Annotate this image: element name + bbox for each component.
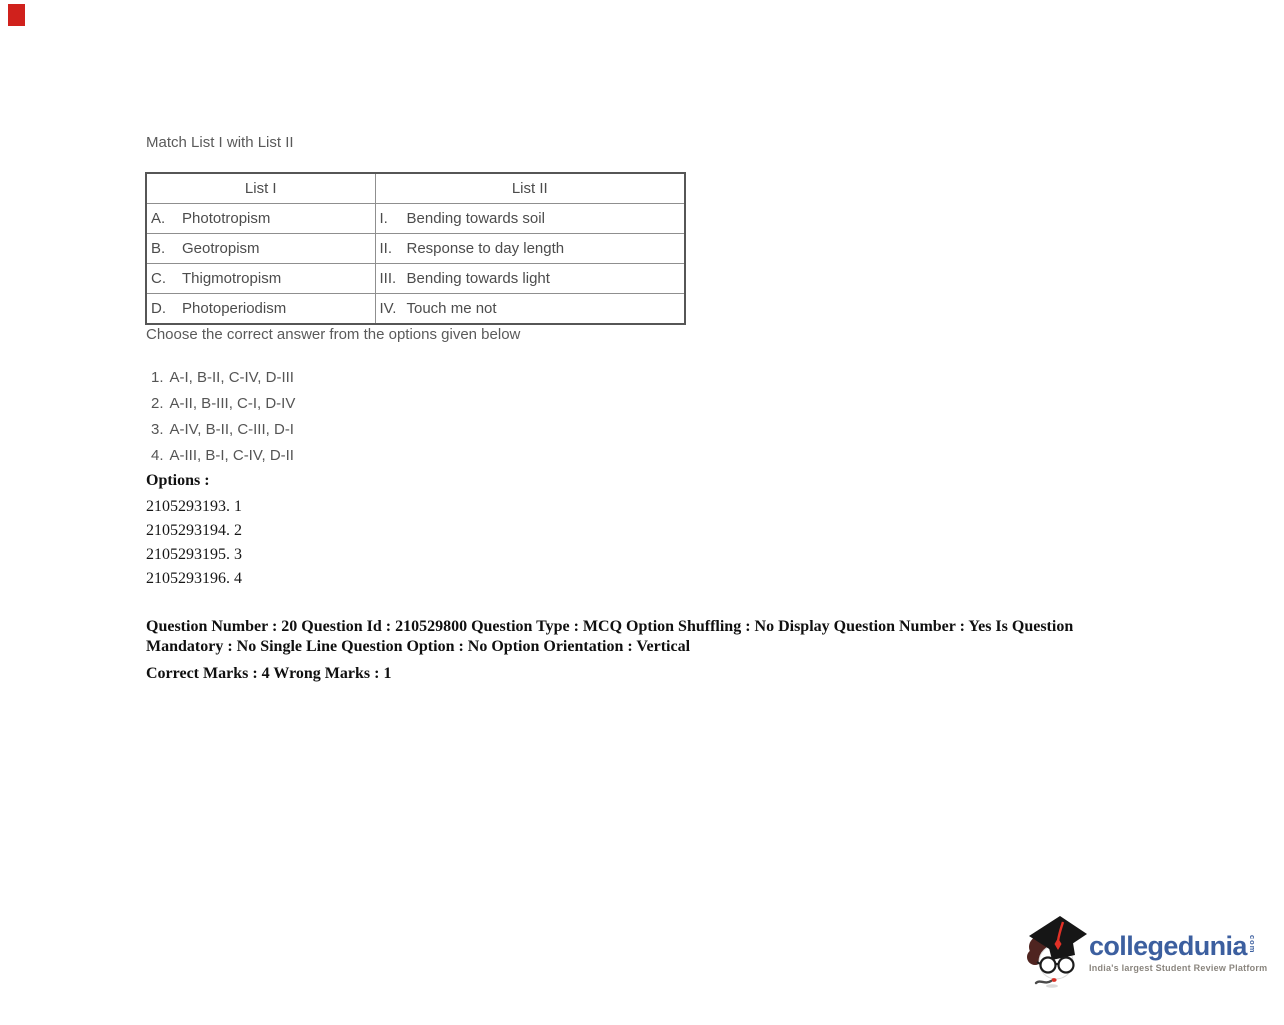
row-key: D. — [151, 300, 166, 317]
row-key: B. — [151, 240, 166, 257]
list2-header: List II — [375, 173, 685, 204]
option-id: 2105293194. 2 — [146, 522, 242, 539]
row-value: Touch me not — [406, 300, 497, 317]
question-prompt: Match List I with List II — [146, 134, 294, 151]
choice-1 — [151, 365, 295, 391]
list1-header: List I — [146, 173, 375, 204]
row-value: Thigmotropism — [182, 270, 282, 287]
row-value: Geotropism — [182, 240, 260, 257]
choice-number: 4. — [151, 447, 164, 464]
choice-number: 3. — [151, 421, 164, 438]
choice-list — [151, 365, 295, 469]
row-value: Phototropism — [182, 210, 271, 227]
collegedunia-logo[interactable] — [1021, 910, 1267, 992]
option-id: 2105293193. 1 — [146, 498, 242, 515]
row-value: Bending towards light — [406, 270, 550, 287]
row-value: Photoperiodism — [182, 300, 287, 317]
brand-name: collegedunia — [1089, 931, 1247, 961]
row-key: III. — [379, 270, 397, 287]
table-row — [146, 234, 685, 264]
brand-tagline: India's largest Student Review Platform — [1089, 963, 1268, 973]
choice-number: 1. — [151, 369, 164, 386]
choice-text: A-I, B-II, C-IV, D-III — [169, 369, 294, 386]
option-id: 2105293195. 3 — [146, 546, 242, 563]
match-list-table — [145, 172, 686, 325]
metadata-line2: Mandatory : No Single Line Question Option : No Option Orientation : Vertical — [146, 637, 691, 655]
choice-3 — [151, 417, 295, 443]
row-value: Response to day length — [406, 240, 565, 257]
options-heading: Options : — [146, 472, 210, 489]
choice-number: 2. — [151, 395, 164, 412]
row-key: II. — [379, 240, 393, 257]
choice-text: A-III, B-I, C-IV, D-II — [169, 447, 294, 464]
table-header-row — [146, 173, 685, 204]
option-id-list — [146, 495, 242, 591]
table-row — [146, 294, 685, 325]
choice-text: A-II, B-III, C-I, D-IV — [169, 395, 296, 412]
red-corner-mark — [8, 4, 25, 26]
brand-tld: com — [1247, 935, 1257, 954]
question-metadata — [146, 617, 1073, 656]
table-row — [146, 204, 685, 234]
row-value: Bending towards soil — [406, 210, 545, 227]
choose-instruction: Choose the correct answer from the options given below — [146, 326, 521, 343]
row-key: C. — [151, 270, 166, 287]
row-key: IV. — [379, 300, 397, 317]
row-key: A. — [151, 210, 166, 227]
logo-text-block — [1089, 932, 1267, 973]
mascot-icon — [1021, 910, 1091, 992]
choice-2 — [151, 391, 295, 417]
table-row — [146, 264, 685, 294]
marks-line: Correct Marks : 4 Wrong Marks : 1 — [146, 665, 392, 682]
option-id: 2105293196. 4 — [146, 570, 242, 587]
choice-4 — [151, 443, 295, 469]
metadata-line1: Question Number : 20 Question Id : 210529800 Question Type : MCQ Option Shuffling : No Display Question Number : Yes Is Question — [146, 618, 1074, 635]
row-key: I. — [379, 210, 388, 227]
choice-text: A-IV, B-II, C-III, D-I — [169, 421, 294, 438]
